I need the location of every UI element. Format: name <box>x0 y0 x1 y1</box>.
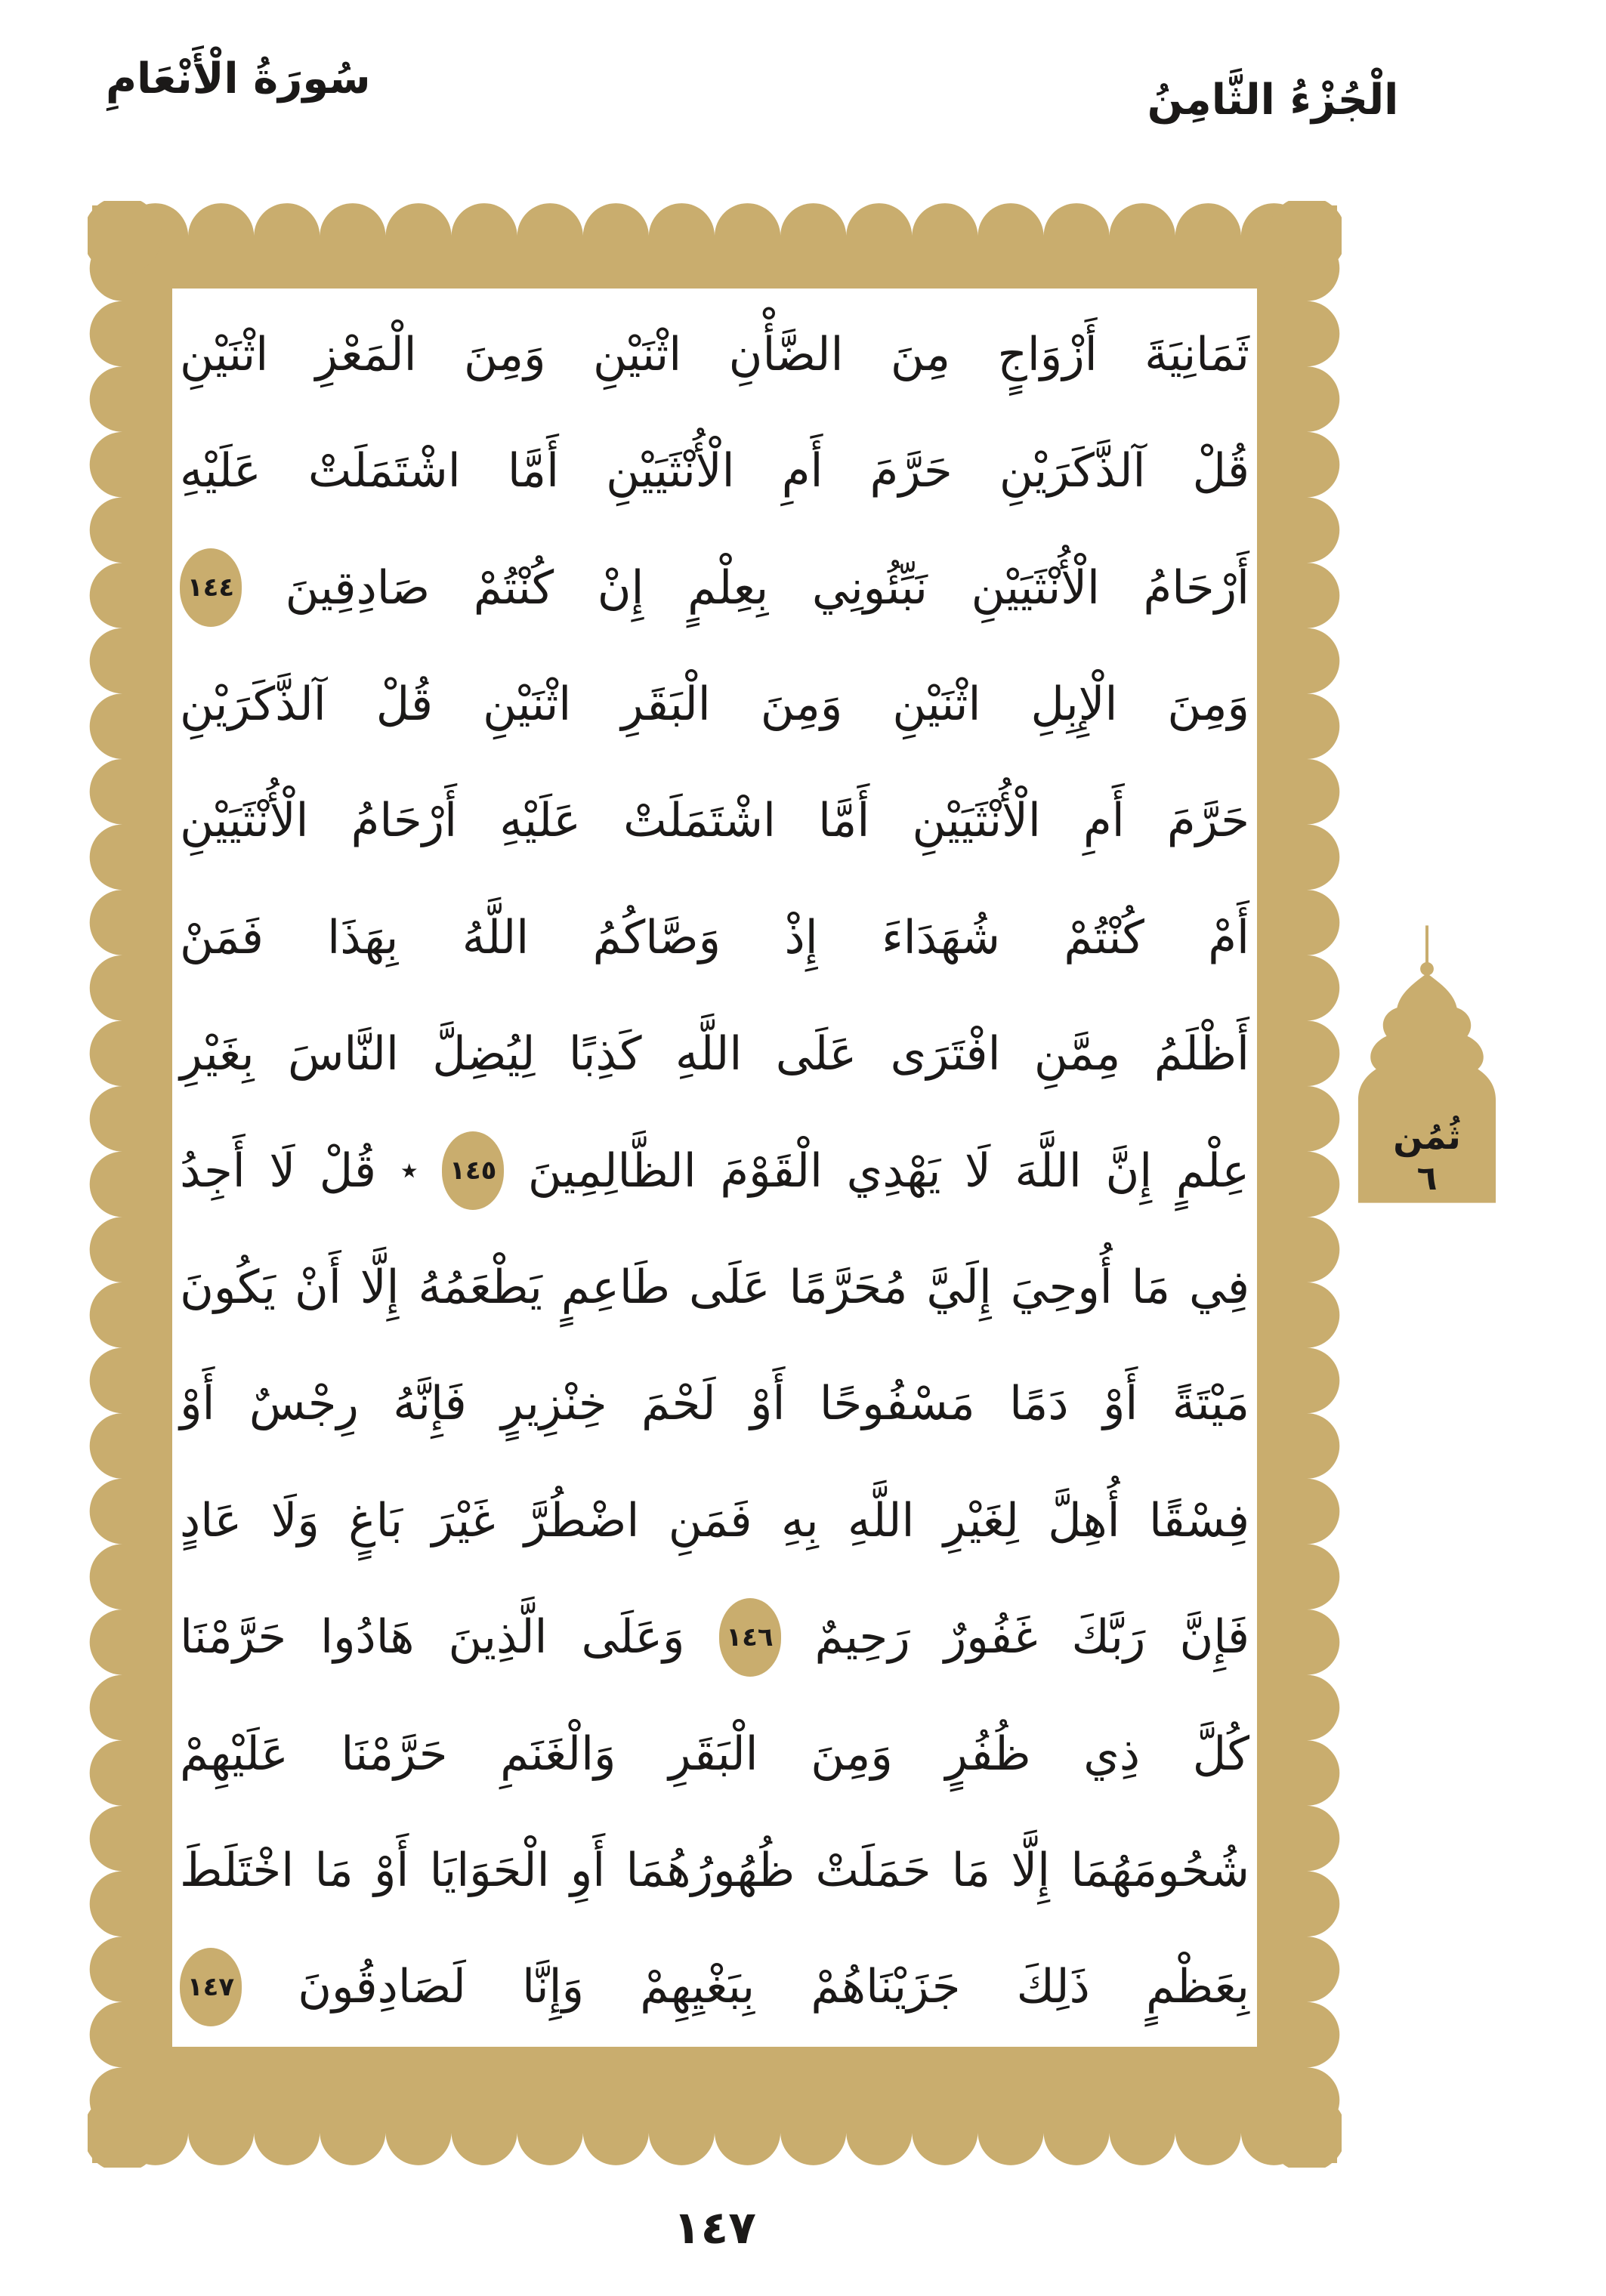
quran-word: عَلَيْهِمْ <box>180 1727 289 1781</box>
quran-word: دَمًا <box>1009 1377 1069 1431</box>
quran-word: اللَّهِ <box>848 1493 915 1548</box>
quran-line <box>175 1462 1254 1578</box>
quran-word: أَرْحَامُ <box>1143 560 1249 615</box>
quran-word: أَوْ <box>750 1377 786 1431</box>
quran-word: أَمَّا <box>507 444 560 498</box>
quran-line <box>175 763 1254 879</box>
verse-end-marker: ١٤٧ <box>180 1948 242 2026</box>
quran-word: فِي <box>1188 1260 1249 1314</box>
quran-word: قُلْ <box>319 1143 377 1198</box>
quran-word: صَادِقِينَ <box>285 560 431 615</box>
quran-word: لَصَادِقُونَ <box>298 1960 466 2014</box>
quran-word: وَمِنَ <box>1167 677 1249 731</box>
quran-word: غَفُورٌ <box>944 1610 1038 1665</box>
quran-word: مَا <box>1131 1260 1170 1314</box>
quran-word: الظَّالِمِينَ <box>527 1143 696 1198</box>
quran-word: فَإِنَّ <box>1179 1610 1249 1665</box>
quran-word: ظُهُورُهُمَا <box>625 1843 795 1897</box>
quran-word: ذَلِكَ <box>1016 1960 1090 2014</box>
quran-word: عَلَى <box>689 1260 771 1314</box>
quran-word: رِجْسٌ <box>249 1377 359 1431</box>
quran-word: مِنَ <box>890 327 951 381</box>
quran-word: اثْنَيْنِ <box>892 677 981 731</box>
quran-word: إِلَّا <box>360 1260 400 1314</box>
quran-word: وَإِنَّا <box>522 1960 585 2014</box>
quran-word: لَا <box>269 1143 296 1198</box>
quran-word: بِهِ <box>780 1493 819 1548</box>
quran-word: عَادٍ <box>180 1493 242 1548</box>
quran-word: إِلَيَّ <box>926 1260 992 1314</box>
quran-word: جَزَيْنَاهُمْ <box>811 1960 961 2014</box>
quran-word: حَرَّمَ <box>869 444 953 498</box>
quran-word: إِنْ <box>597 560 644 615</box>
quran-word: اخْتَلَطَ <box>180 1843 295 1897</box>
quran-line <box>175 646 1254 762</box>
quran-word: بَاغٍ <box>348 1493 403 1548</box>
quran-word: الْقَوْمَ <box>720 1143 823 1198</box>
quran-word: لِغَيْرِ <box>943 1493 1019 1548</box>
quran-word: الضَّأْنِ <box>728 327 844 381</box>
quran-word: الْأُنْثَيَيْنِ <box>606 444 735 498</box>
quran-word: كَذِبًا <box>568 1027 642 1082</box>
quran-word: ظُفُرٍ <box>945 1727 1031 1781</box>
quran-word: وَمِنَ <box>464 327 546 381</box>
quran-line <box>175 1696 1254 1812</box>
quran-word: بِعِلْمٍ <box>687 560 769 615</box>
quran-word: شُهَدَاءَ <box>882 910 1000 964</box>
quran-word: لَا <box>965 1143 991 1198</box>
quran-word: مِمَّنِ <box>1033 1027 1121 1082</box>
quran-word: وَالْغَنَمِ <box>500 1727 616 1781</box>
quran-word: أَوِ <box>570 1843 606 1897</box>
quran-word: اثْنَيْنِ <box>483 677 572 731</box>
quran-word: قُلْ <box>1192 444 1249 498</box>
quran-word: عَلَيْهِ <box>180 444 261 498</box>
quran-word: الْحَوَايَا <box>429 1843 550 1897</box>
quran-word: أُوحِيَ <box>1010 1260 1113 1314</box>
quran-word: يَكُونَ <box>180 1260 276 1314</box>
quran-line <box>175 529 1254 646</box>
quran-word: الْأُنْثَيَيْنِ <box>912 794 1041 848</box>
quran-word: رَبَّكَ <box>1071 1610 1146 1665</box>
quran-word: أَوْ <box>1102 1377 1138 1431</box>
quran-word: كُنْتُمْ <box>1064 910 1144 964</box>
quran-word: اللَّهَ <box>1015 1143 1082 1198</box>
quran-line <box>175 1346 1254 1462</box>
quran-line <box>175 1578 1254 1695</box>
quran-word: إِذْ <box>784 910 818 964</box>
quran-line <box>175 995 1254 1112</box>
quran-word: كُنْتُمْ <box>473 560 554 615</box>
quran-word: الْإِبِلِ <box>1030 677 1118 731</box>
quran-word: اللَّهُ <box>462 910 530 964</box>
quran-word: أُهِلَّ <box>1048 1493 1120 1548</box>
quran-word: فِسْقًا <box>1148 1493 1249 1548</box>
juz-title: الْجُزْءُ الثَّامِنُ <box>1147 76 1399 125</box>
quran-line <box>175 1229 1254 1345</box>
quran-word: كُلَّ <box>1192 1727 1249 1781</box>
quran-word: رَحِيمٌ <box>814 1610 910 1665</box>
quran-word: بِهَذَا <box>327 910 399 964</box>
quran-word: افْتَرَى <box>890 1027 1001 1082</box>
quran-word: الْأُنْثَيَيْنِ <box>971 560 1100 615</box>
quran-word: مَا <box>314 1843 354 1897</box>
quran-word: أَمْ <box>1208 910 1249 964</box>
quran-word: ثَمَانِيَةَ <box>1144 327 1249 381</box>
surah-title: سُورَةُ الْأَنْعَامِ <box>106 54 371 103</box>
quran-word: اثْنَيْنِ <box>180 327 269 381</box>
quran-word: حَرَّمْنَا <box>180 1610 287 1665</box>
quran-word: أَمَّا <box>818 794 870 848</box>
quran-word: حَرَّمَ <box>1166 794 1249 848</box>
quran-word: بِغَيْرِ <box>180 1027 255 1082</box>
quran-word: وَمِنَ <box>811 1727 893 1781</box>
quran-word: الْمَعْزِ <box>315 327 417 381</box>
quran-word: الَّذِينَ <box>448 1610 548 1665</box>
quran-word: اللَّهِ <box>675 1027 743 1082</box>
quran-word: اضْطُرَّ <box>523 1493 640 1548</box>
quran-text-block <box>175 296 1254 2045</box>
quran-word: اثْنَيْنِ <box>593 327 682 381</box>
quran-word: أَزْوَاجٍ <box>997 327 1098 381</box>
quran-word: آلذَّكَرَيْنِ <box>180 677 326 731</box>
quran-word: أَنْ <box>295 1260 341 1314</box>
quran-word: بِبَغْيِهِمْ <box>640 1960 755 2014</box>
quran-word: إِنَّ <box>1105 1143 1153 1198</box>
quran-word: اشْتَمَلَتْ <box>623 794 776 848</box>
verse-end-marker: ١٤٤ <box>180 548 242 627</box>
quran-word: لَحْمَ <box>641 1377 716 1431</box>
hizb-marker-label: ثُمُن <box>1393 1116 1461 1157</box>
quran-word: أَرْحَامُ <box>351 794 458 848</box>
quran-word: وَلَا <box>270 1493 320 1548</box>
quran-word: طَاعِمٍ <box>561 1260 671 1314</box>
quran-line <box>175 1113 1254 1229</box>
quran-word: نَبِّئُونِي <box>811 560 928 615</box>
quran-word: قُلْ <box>375 677 434 731</box>
verse-end-marker: ١٤٦ <box>719 1598 781 1677</box>
quran-line <box>175 1812 1254 1928</box>
hizb-eighth-marker <box>1352 925 1502 1206</box>
quran-word: الْأُنْثَيَيْنِ <box>180 794 309 848</box>
quran-word: مَا <box>951 1843 991 1897</box>
quran-word: شُحُومَهُمَا <box>1070 1843 1249 1897</box>
quran-word: الْبَقَرِ <box>669 1727 758 1781</box>
quran-word: بِعَظْمٍ <box>1145 1960 1249 2014</box>
quran-word: حَمَلَتْ <box>815 1843 931 1897</box>
quran-line <box>175 412 1254 529</box>
quran-word: النَّاسَ <box>287 1027 399 1082</box>
quran-word: أَوْ <box>373 1843 409 1897</box>
quran-word: هَادُوا <box>320 1610 415 1665</box>
quran-word: وَعَلَى <box>581 1610 685 1665</box>
quran-word: يَهْدِي <box>846 1143 941 1198</box>
quran-word: يَطْعَمُهُ <box>418 1260 542 1314</box>
quran-word: غَيْرَ <box>431 1493 496 1548</box>
quran-word: أَمِ <box>1083 794 1125 848</box>
quran-word: مَسْفُوحًا <box>819 1377 975 1431</box>
quran-word: أَجِدُ <box>180 1143 246 1198</box>
quran-word: مَيْتَةً <box>1172 1377 1249 1431</box>
quran-word: لِيُضِلَّ <box>432 1027 536 1082</box>
quran-word: فَإِنَّهُ <box>393 1377 467 1431</box>
hizb-marker-number: ٦ <box>1416 1159 1438 1198</box>
quran-word: أَمِ <box>781 444 823 498</box>
quran-line <box>175 879 1254 995</box>
verse-end-marker: ١٤٥ <box>442 1131 504 1210</box>
quran-word: آلذَّكَرَيْنِ <box>999 444 1146 498</box>
page-number: ١٤٧ <box>673 2202 756 2254</box>
quran-line <box>175 296 1254 412</box>
quran-word: وَمِنَ <box>760 677 843 731</box>
quran-line <box>175 1929 1254 2045</box>
quran-word: مُحَرَّمًا <box>789 1260 908 1314</box>
quran-word: أَوْ <box>180 1377 215 1431</box>
quran-word: فَمَنْ <box>180 910 264 964</box>
quran-word: ذِي <box>1083 1727 1141 1781</box>
quran-word: الْبَقَرِ <box>621 677 711 731</box>
quran-word: فَمَنِ <box>668 1493 752 1548</box>
quran-word: عَلَيْهِ <box>499 794 581 848</box>
quran-word: خِنْزِيرٍ <box>501 1377 607 1431</box>
quran-word: عَلَى <box>775 1027 857 1082</box>
quran-word: أَظْلَمُ <box>1154 1027 1249 1082</box>
quran-word: إِلَّا <box>1011 1843 1051 1897</box>
quran-word: اشْتَمَلَتْ <box>307 444 461 498</box>
rub-el-hizb-star-icon: ٭ <box>400 1151 418 1190</box>
quran-word: حَرَّمْنَا <box>341 1727 448 1781</box>
quran-word: عِلْمٍ <box>1175 1143 1249 1198</box>
quran-word: وَصَّاكُمُ <box>592 910 721 964</box>
